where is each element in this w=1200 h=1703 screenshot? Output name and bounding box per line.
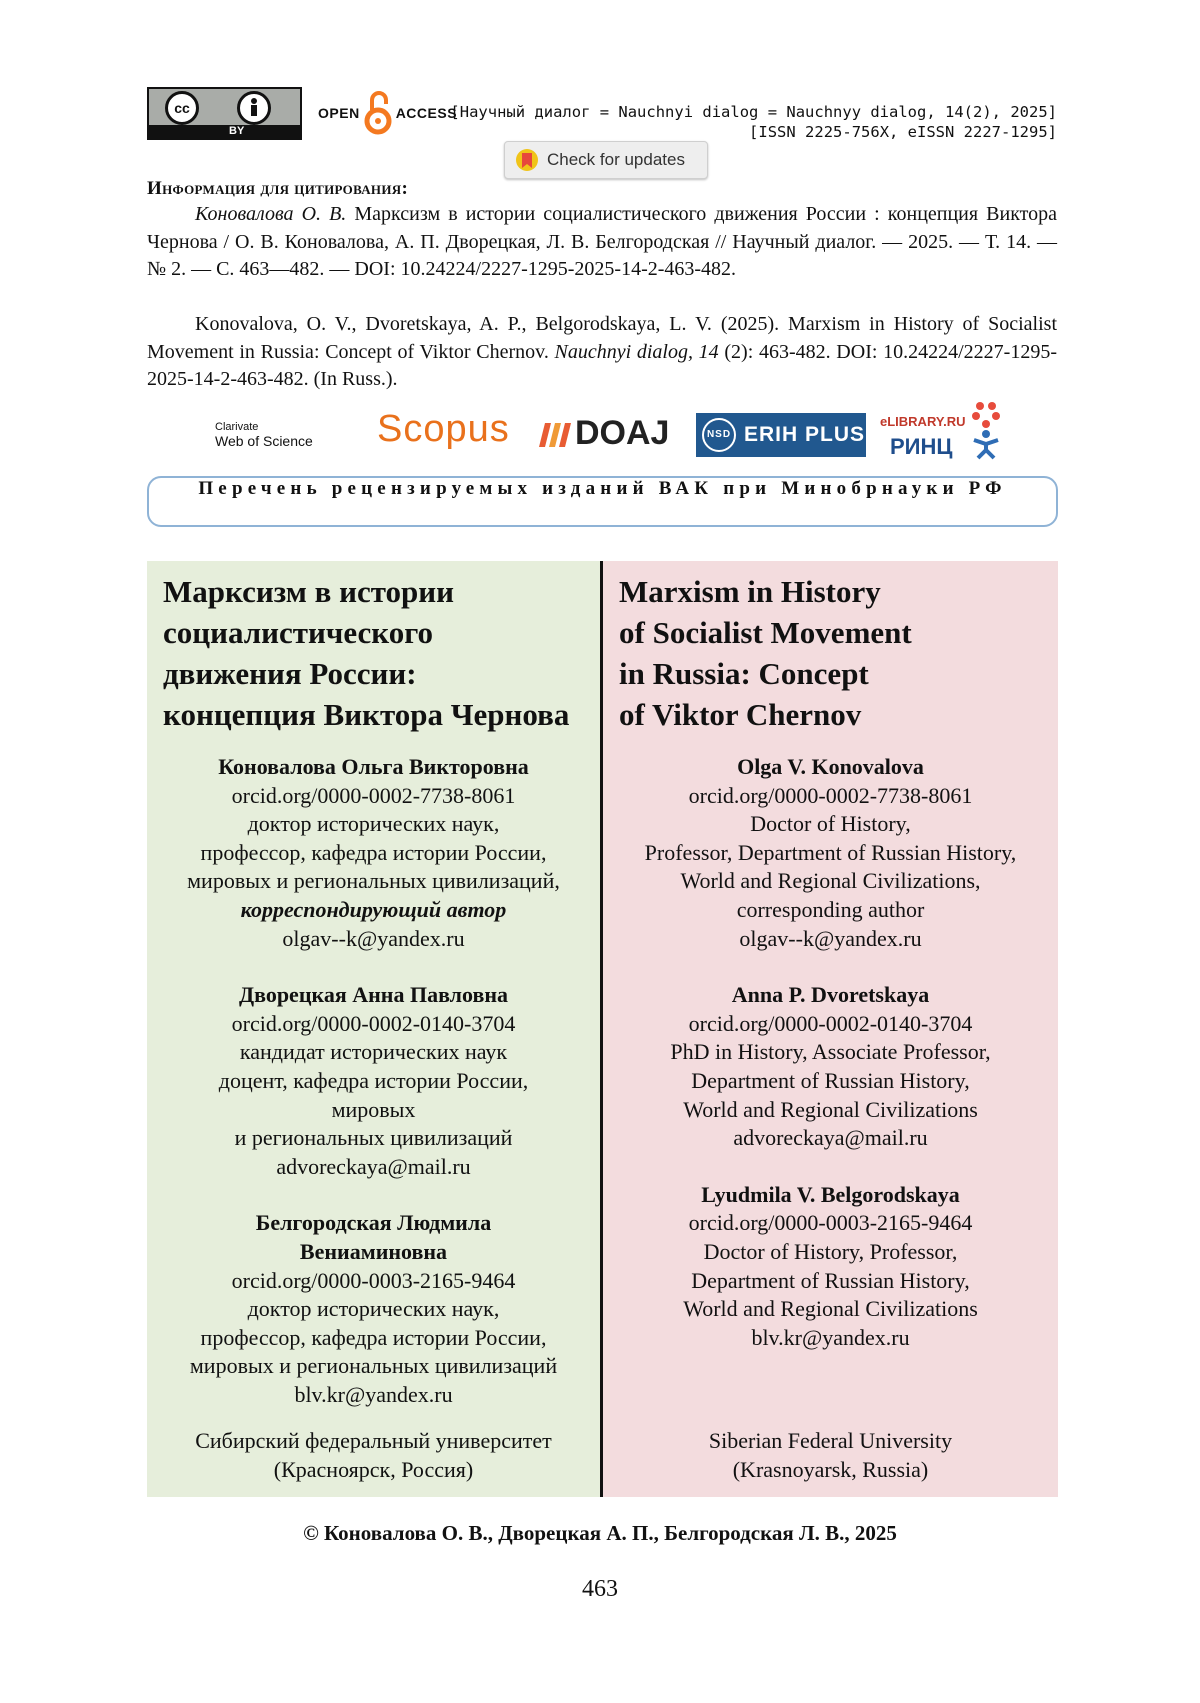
scopus-logo[interactable]: Scopus [377,408,510,451]
author-detail: и региональных цивилизаций [147,1124,600,1153]
rinc-label: РИНЦ [890,434,952,460]
author-detail: Doctor of History, Professor, [603,1238,1058,1267]
author-block [603,1181,1058,1353]
citation-english-journal: Nauchnyi dialog, 14 [555,341,719,363]
university-affiliation [603,1427,1058,1484]
english-title-line: in Russia: Concept [619,653,1058,694]
russian-column [147,561,603,1497]
author-name: Коновалова Ольга Викторовна [147,753,600,782]
author-orcid[interactable]: orcid.org/0000-0002-7738-8061 [603,782,1058,811]
author-email[interactable]: blv.kr@yandex.ru [147,1381,600,1410]
crossmark-icon [515,148,539,172]
journal-reference-line1: [Научный диалог = Nauchnyi dialog = Nauchnyy dialog, 14(2), 2025] [450,102,1057,122]
doaj-mark-icon [537,419,575,449]
author-detail: доцент, кафедра истории России, [147,1067,600,1096]
author-name: Дворецкая Анна Павловна [147,981,600,1010]
journal-reference-line2: [ISSN 2225-756X, eISSN 2227-1295] [450,122,1057,142]
vak-list-banner: Перечень рецензируемых изданий ВАК при Минобрнауки РФ [147,476,1058,527]
cc-by-license-badge[interactable] [147,87,302,140]
university-name: Siberian Federal University [603,1427,1058,1456]
author-orcid[interactable]: orcid.org/0000-0002-0140-3704 [147,1010,600,1039]
erih-plus-logo[interactable] [696,413,866,457]
author-detail: доктор исторических наук, [147,810,600,839]
english-title-line: of Viktor Chernov [619,694,1058,735]
copyright-line: © Коновалова О. В., Дворецкая А. П., Белгородская Л. В., 2025 [0,1521,1200,1546]
author-detail: corresponding author [603,896,1058,925]
open-access-logo [318,88,457,138]
author-detail: профессор, кафедра истории России, [147,1324,600,1353]
author-name: Olga V. Konovalova [603,753,1058,782]
author-block [603,981,1058,1153]
russian-title-line: движения России: [163,653,600,694]
doaj-logo[interactable] [537,414,669,453]
author-email[interactable]: blv.kr@yandex.ru [603,1324,1058,1353]
russian-title-line: Марксизм в истории [163,571,600,612]
author-detail: мировых [147,1096,600,1125]
author-orcid[interactable]: orcid.org/0000-0003-2165-9464 [147,1267,600,1296]
author-email[interactable]: advoreckaya@mail.ru [147,1153,600,1182]
elibrary-rinc-logo[interactable] [880,400,1005,460]
author-name: Белгородская Людмила [147,1209,600,1238]
web-of-science-label: Web of Science [215,434,313,448]
journal-reference [450,102,1057,142]
indexing-logos [215,400,1005,460]
author-detail: Department of Russian History, [603,1067,1058,1096]
check-for-updates-label: Check for updates [547,150,685,170]
author-name: Anna P. Dvoretskaya [603,981,1058,1010]
author-detail: World and Regional Civilizations [603,1096,1058,1125]
citation-heading: Информация для цитирования: [147,178,408,200]
english-title-line: of Socialist Movement [619,612,1058,653]
author-detail: доктор исторических наук, [147,1295,600,1324]
author-block [147,753,600,953]
open-access-right-text: ACCESS [396,105,457,121]
open-access-lock-icon [364,90,392,136]
author-detail: мировых и региональных цивилизаций [147,1352,600,1381]
author-detail: мировых и региональных цивилизаций, [147,867,600,896]
author-email[interactable]: advoreckaya@mail.ru [603,1124,1058,1153]
author-name: Вениаминовна [147,1238,600,1267]
university-location: (Красноярск, Россия) [147,1456,600,1485]
citation-russian-author: Коновалова О. В. [195,203,346,225]
attribution-person-icon [237,91,271,125]
citation-english [147,311,1057,394]
russian-title [147,561,600,735]
russian-title-line: социалистического [163,612,600,653]
clarivate-label: Clarivate [215,420,313,434]
cc-icon: cc [165,91,199,125]
author-detail: профессор, кафедра истории России, [147,839,600,868]
author-orcid[interactable]: orcid.org/0000-0002-0140-3704 [603,1010,1058,1039]
citation-english-text2: (2): 463-482. DOI: 10.24224/2227-1295-2025-14-2-463-482. (In Russ.). [147,341,1057,391]
citation-russian [147,201,1057,284]
cc-by-label: BY [229,125,244,137]
english-column [603,561,1058,1497]
russian-title-line: концепция Виктора Чернова [163,694,600,735]
author-email[interactable]: olgav--k@yandex.ru [147,925,600,954]
citation-russian-text: Марксизм в истории социалистического движения России : концепция Виктора Чернова / О. В. Коновалова, А. П. Дворецкая, Л. В. Белгородская // Научный диалог. — 2025. — Т. 14. — № 2. — С. 463—482. — DOI: 10.24224/2227-1295-2025-14-2-463-482. [147,203,1057,280]
author-block [603,753,1058,953]
doaj-label: DOAJ [575,414,669,453]
english-title [603,561,1058,735]
university-name: Сибирский федеральный университет [147,1427,600,1456]
author-email[interactable]: olgav--k@yandex.ru [603,925,1058,954]
university-location: (Krasnoyarsk, Russia) [603,1456,1058,1485]
elibrary-label: eLIBRARY.RU [880,414,965,429]
author-detail: Doctor of History, [603,810,1058,839]
corresponding-author-label: корреспондирующий автор [147,896,600,925]
author-name: Lyudmila V. Belgorodskaya [603,1181,1058,1210]
page-number: 463 [0,1576,1200,1603]
author-orcid[interactable]: orcid.org/0000-0002-7738-8061 [147,782,600,811]
author-detail: Professor, Department of Russian History, [603,839,1058,868]
open-access-left-text: OPEN [318,105,360,121]
cc-badge-top [149,89,300,125]
university-affiliation [147,1427,600,1484]
nsd-label: NSD [702,418,736,452]
web-of-science-logo[interactable] [215,420,313,448]
author-block [147,981,600,1181]
elibrary-figure-icon [970,400,1004,460]
author-detail: кандидат исторических наук [147,1038,600,1067]
author-orcid[interactable]: orcid.org/0000-0003-2165-9464 [603,1209,1058,1238]
author-detail: World and Regional Civilizations, [603,867,1058,896]
author-detail: World and Regional Civilizations [603,1295,1058,1324]
author-detail: PhD in History, Associate Professor, [603,1038,1058,1067]
author-detail: Department of Russian History, [603,1267,1058,1296]
english-title-line: Marxism in History [619,571,1058,612]
check-for-updates-button[interactable] [504,141,708,179]
author-block [147,1209,600,1409]
erih-plus-label: ERIH PLUS [744,423,865,447]
citation-english-text1: Konovalova, O. V., Dvoretskaya, A. P., Belgorodskaya, L. V. (2025). Marxism in History of Socialist Movement in Russia: Concept of Viktor Chernov. [147,313,1057,363]
